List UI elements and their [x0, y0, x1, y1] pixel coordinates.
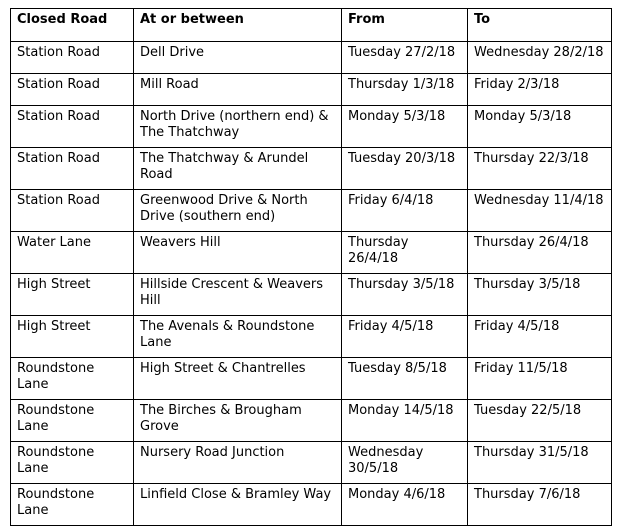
location-cell: The Thatchway & Arundel Road [134, 148, 342, 190]
table-row [11, 484, 612, 526]
closed-road-cell: Roundstone Lane [11, 400, 134, 442]
from-date-cell: Friday 4/5/18 [342, 316, 468, 358]
table-row [11, 74, 612, 106]
location-cell: The Birches & Brougham Grove [134, 400, 342, 442]
to-date-cell: Thursday 26/4/18 [468, 232, 612, 274]
location-cell: Mill Road [134, 74, 342, 106]
location-cell: Weavers Hill [134, 232, 342, 274]
to-date-cell: Thursday 7/6/18 [468, 484, 612, 526]
closed-road-cell: Station Road [11, 74, 134, 106]
to-date-cell: Wednesday 11/4/18 [468, 190, 612, 232]
from-date-cell: Tuesday 8/5/18 [342, 358, 468, 400]
closed-road-cell: Station Road [11, 148, 134, 190]
from-date-cell: Thursday 3/5/18 [342, 274, 468, 316]
location-cell: The Avenals & Roundstone Lane [134, 316, 342, 358]
to-date-cell: Friday 11/5/18 [468, 358, 612, 400]
to-date-cell: Wednesday 28/2/18 [468, 42, 612, 74]
from-date-cell: Monday 4/6/18 [342, 484, 468, 526]
from-date-cell: Tuesday 27/2/18 [342, 42, 468, 74]
table-row [11, 400, 612, 442]
table-row [11, 190, 612, 232]
to-date-cell: Thursday 3/5/18 [468, 274, 612, 316]
from-date-cell: Thursday 1/3/18 [342, 74, 468, 106]
location-cell: Hillside Crescent & Weavers Hill [134, 274, 342, 316]
from-date-cell: Monday 14/5/18 [342, 400, 468, 442]
header-at-or-between: At or between [134, 9, 342, 42]
table-row [11, 274, 612, 316]
location-cell: Nursery Road Junction [134, 442, 342, 484]
from-date-cell: Thursday 26/4/18 [342, 232, 468, 274]
from-date-cell: Wednesday 30/5/18 [342, 442, 468, 484]
location-cell: Greenwood Drive & North Drive (southern end) [134, 190, 342, 232]
header-to: To [468, 9, 612, 42]
to-date-cell: Friday 4/5/18 [468, 316, 612, 358]
table-row [11, 106, 612, 148]
location-cell: North Drive (northern end) & The Thatchway [134, 106, 342, 148]
table-row [11, 42, 612, 74]
closed-road-cell: High Street [11, 274, 134, 316]
closed-road-cell: Station Road [11, 190, 134, 232]
closed-road-cell: Roundstone Lane [11, 358, 134, 400]
table-row [11, 232, 612, 274]
location-cell: Linfield Close & Bramley Way [134, 484, 342, 526]
from-date-cell: Tuesday 20/3/18 [342, 148, 468, 190]
to-date-cell: Thursday 31/5/18 [468, 442, 612, 484]
closed-road-cell: Water Lane [11, 232, 134, 274]
header-from: From [342, 9, 468, 42]
from-date-cell: Friday 6/4/18 [342, 190, 468, 232]
header-closed-road: Closed Road [11, 9, 134, 42]
to-date-cell: Friday 2/3/18 [468, 74, 612, 106]
location-cell: High Street & Chantrelles [134, 358, 342, 400]
closed-road-cell: Station Road [11, 106, 134, 148]
closed-road-cell: Station Road [11, 42, 134, 74]
table-row [11, 316, 612, 358]
road-closures-table [10, 8, 612, 526]
closed-road-cell: Roundstone Lane [11, 442, 134, 484]
closed-road-cell: Roundstone Lane [11, 484, 134, 526]
location-cell: Dell Drive [134, 42, 342, 74]
header-row [11, 9, 612, 42]
to-date-cell: Thursday 22/3/18 [468, 148, 612, 190]
closed-road-cell: High Street [11, 316, 134, 358]
to-date-cell: Monday 5/3/18 [468, 106, 612, 148]
table-row [11, 442, 612, 484]
table-row [11, 358, 612, 400]
table-row [11, 148, 612, 190]
from-date-cell: Monday 5/3/18 [342, 106, 468, 148]
to-date-cell: Tuesday 22/5/18 [468, 400, 612, 442]
